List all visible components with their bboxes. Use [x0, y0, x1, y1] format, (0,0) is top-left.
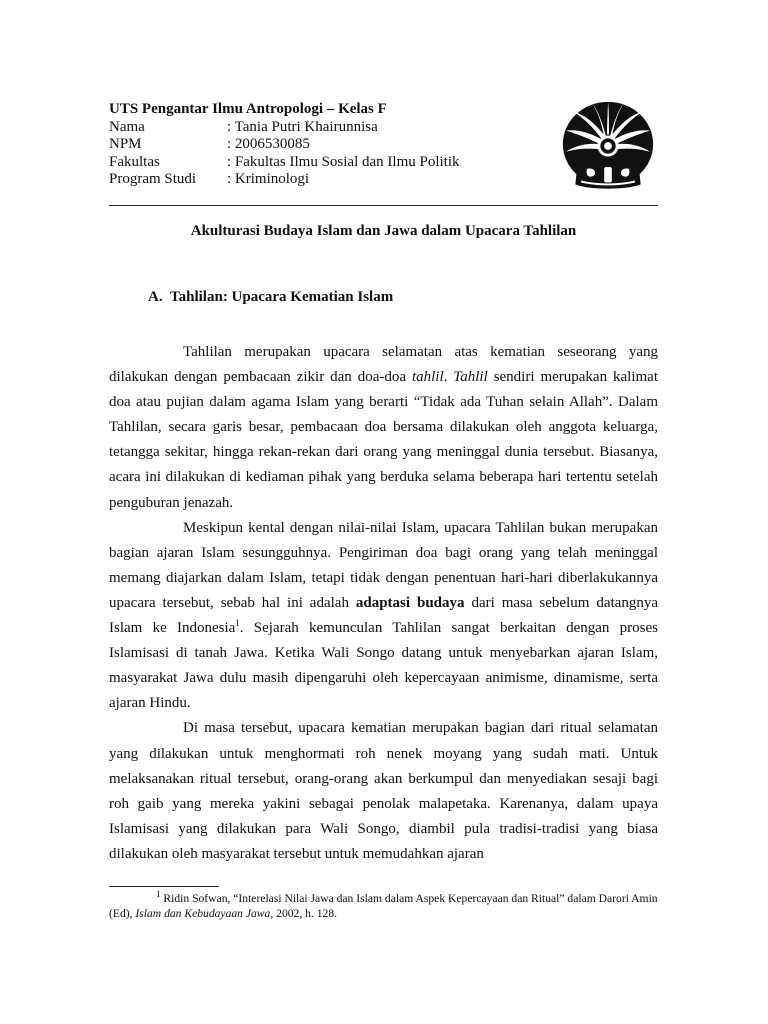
- header-row-name: [109, 119, 460, 137]
- italic-term: tahlil: [411, 369, 444, 386]
- text-run: dari masa sebelum datangnya Islam ke Indonesia: [109, 594, 658, 637]
- header-row-faculty: [109, 154, 460, 172]
- header-value: : Kriminologi: [227, 171, 310, 188]
- header-value: : Fakultas Ilmu Sosial dan Ilmu Politik: [227, 153, 460, 170]
- text-run: sendiri merupakan kalimat doa atau pujian dalam agama Islam yang berarti “Tidak ada Tuhan selain Allah”. Dalam Tahlilan, secara garis besar, pembacaan doa bersama dilakukan oleh anggota keluarga, tetangga sekitar, hingga rekan-rekan dari orang yang meninggal dunia tersebut. Biasanya, acara ini dilakukan di kediaman pihak yang berduka selama beberapa hari tertentu setelah penguburan jenazah.: [109, 369, 658, 511]
- text-run: Di masa tersebut, upacara kematian merupakan bagian dari ritual selamatan yang dilakukan untuk menghormati roh nenek moyang yang sudah mati. Untuk melaksanakan ritual tersebut, orang-orang akan berkumpul dan menyediakan sesaji bagi roh gaib yang mereka yakini sebagai penolak malapetaka. Karenanya, dalam upaya Islamisasi yang dilakukan para Wali Songo, diambil pula tradisi-tradisi yang biasa dilakukan oleh masyarakat tersebut untuk memudahkan ajaran: [109, 720, 658, 862]
- header-key: Fakultas: [109, 153, 160, 170]
- header-block: [109, 101, 460, 189]
- footnote-number: 1: [156, 889, 161, 900]
- document-title: Akulturasi Budaya Islam dan Jawa dalam Upacara Tahlilan: [190, 223, 577, 239]
- italic-term: Tahlil: [453, 369, 488, 386]
- body-text: [109, 340, 658, 867]
- header-key: Program Studi: [109, 171, 197, 188]
- footnote-ref[interactable]: 1: [235, 618, 240, 629]
- footnote-book-title: Islam dan Kebudayaan Jawa: [135, 907, 271, 920]
- paragraph-1: [109, 340, 658, 516]
- bold-term: adaptasi budaya: [355, 594, 465, 611]
- header-value: : Tania Putri Khairunnisa: [227, 118, 378, 135]
- footnote: [109, 891, 658, 921]
- text-run: . Sejarah kemunculan Tahlilan sangat berkaitan dengan proses Islamisasi di tanah Jawa. Ketika Wali Songo datang untuk menyebarkan ajaran Islam, masyarakat Jawa dulu masih dipengaruhi oleh kepercayaan animisme, dinamisme, serta ajaran Hindu.: [109, 620, 658, 712]
- footnote-text: Ridin Sofwan, “Interelasi Nilai Jawa dan Islam dalam Aspek Kepercayaan dan Ritual” dalam Darori Amin (Ed),: [109, 892, 658, 920]
- paragraph-2: [109, 516, 658, 717]
- footnote-text: , 2002, h. 128.: [270, 907, 338, 920]
- text-run: Meskipun kental dengan nilai-nilai Islam, upacara Tahlilan bukan merupakan bagian ajaran Islam sesungguhnya. Pengiriman doa bagi orang yang telah meninggal memang diajarkan dalam Islam, tetapi tidak dengan penentuan hari-hari diberlakukannya upacara tersebut, sebab hal ini adalah: [109, 519, 658, 611]
- header-row-program: [109, 171, 460, 189]
- course-title: UTS Pengantar Ilmu Antropologi – Kelas F: [109, 101, 387, 117]
- section-title: Tahlilan: Upacara Kematian Islam: [170, 289, 394, 305]
- paragraph-3: [109, 716, 658, 867]
- section-letter: A.: [148, 289, 163, 305]
- text-run: Tahlilan merupakan upacara selamatan atas kematian seseorang yang dilakukan dengan pembacaan zikir dan doa-doa: [109, 344, 658, 386]
- header-value: : 2006530085: [227, 136, 310, 153]
- section-heading: [148, 289, 393, 306]
- text-run: .: [443, 369, 454, 386]
- header-key: NPM: [109, 136, 142, 153]
- header-divider: [109, 205, 658, 206]
- university-crest-icon: [560, 98, 656, 194]
- footnote-divider: [109, 886, 219, 887]
- header-row-npm: [109, 136, 460, 154]
- header-key: Nama: [109, 118, 145, 135]
